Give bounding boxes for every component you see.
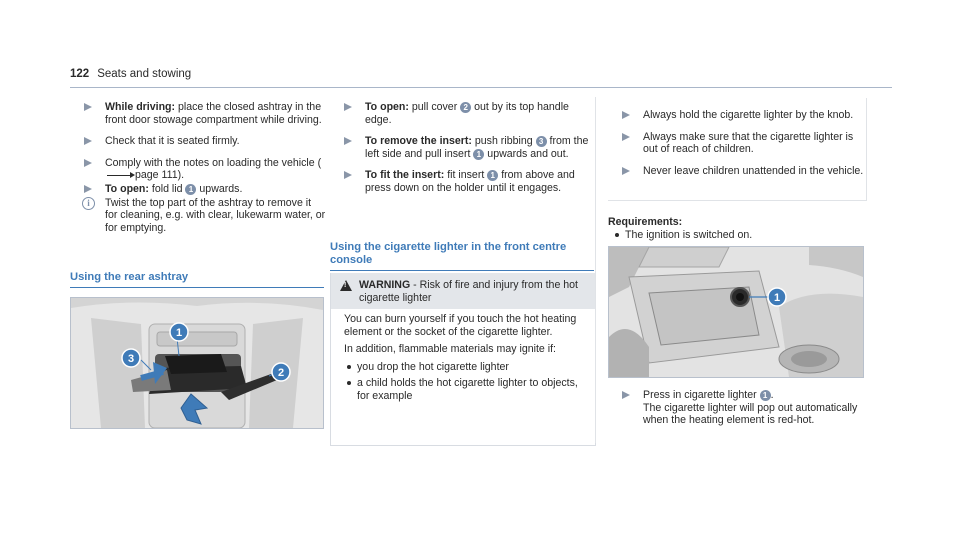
step-children-unattended: Never leave children unattended in the vehicle. (608, 165, 864, 178)
info-icon: i (82, 197, 95, 210)
step-hold-knob: Always hold the cigarette lighter by the knob. (608, 109, 864, 122)
step-open-cover: To open: pull cover 2 out by its top handle edge. (330, 101, 594, 126)
page-reference-link[interactable]: page 111 (135, 169, 178, 182)
column-3 (608, 109, 864, 186)
column-1 (70, 101, 326, 234)
warning-bullet: you drop the hot cigarette lighter (344, 361, 587, 374)
svg-text:3: 3 (127, 353, 135, 365)
step-arrow-icon (622, 111, 630, 119)
step-arrow-icon (84, 185, 92, 193)
step-loading-notes: Comply with the notes on loading the vehicle (page 111). (70, 157, 326, 182)
header-rule (70, 87, 892, 88)
warning-label: WARNING (359, 279, 411, 291)
step-arrow-icon (344, 137, 352, 145)
step-fit-insert: To fit the insert: fit insert 1 from above and press down on the holder until it engages. (330, 169, 594, 194)
step-press-lighter: Press in cigarette lighter 1 . The cigarette lighter will pop out automatically when the heating element is red-hot. (608, 389, 864, 427)
page-ref-arrow-icon (107, 175, 133, 176)
requirement-item: The ignition is switched on. (612, 229, 960, 242)
step-check-seated: Check that it is seated firmly. (70, 135, 326, 148)
callout-badge: 1 (487, 170, 498, 181)
requirements-label: Requirements: (608, 216, 683, 228)
step-arrow-icon (622, 133, 630, 141)
step-arrow-icon (344, 171, 352, 179)
warning-title: - Risk of fire and injury from the hot cigarette lighter (359, 279, 579, 304)
warning-header: ! WARNING - Risk of fire and injury from the hot cigarette lighter (331, 273, 595, 309)
callout-badge: 1 (473, 149, 484, 160)
callout-badge: 1 (760, 390, 771, 401)
warning-bullet: a child holds the hot cigarette lighter to objects, for example (344, 377, 587, 402)
step-arrow-icon (84, 159, 92, 167)
step-press-lighter-wrap (608, 389, 864, 436)
callout-badge: 3 (536, 136, 547, 147)
step-arrow-icon (622, 391, 630, 399)
step-arrow-icon (84, 103, 92, 111)
callout-badge: 2 (460, 102, 471, 113)
warning-body (331, 309, 595, 403)
warning-box (330, 273, 596, 446)
step-arrow-icon (84, 137, 92, 145)
callout-badge: 1 (185, 184, 196, 195)
section-name: Seats and stowing (97, 68, 192, 80)
section-title-cigarette-lighter: Using the cigarette lighter in the front centre console (330, 241, 567, 266)
warning-paragraph: You can burn yourself if you touch the hot heating element or the socket of the cigarette lighter. (344, 313, 577, 338)
section-rule (330, 270, 594, 271)
rear-ashtray-illustration (71, 298, 323, 428)
warning-paragraph: In addition, flammable materials may ignite if: (344, 343, 556, 356)
section-rule (70, 287, 324, 288)
svg-text:1: 1 (175, 327, 183, 339)
figure-cigarette-lighter (608, 246, 864, 378)
info-note: i Twist the top part of the ashtray to remove it for cleaning, e.g. with clear, lukewarm water, or for emptying. (70, 197, 326, 235)
cigarette-lighter-illustration (609, 247, 863, 377)
step-open-lid: To open: fold lid 1 upwards. (70, 183, 326, 196)
svg-text:2: 2 (277, 367, 285, 379)
column-2 (330, 101, 594, 204)
step-while-driving: While driving: place the closed ashtray in the front door stowage compartment while driving. (70, 101, 326, 126)
column-divider (595, 97, 596, 443)
page-header (70, 68, 191, 81)
step-out-of-reach: Always make sure that the cigarette lighter is out of reach of children. (608, 131, 864, 156)
step-remove-insert: To remove the insert: push ribbing 3 from the left side and pull insert 1 upwards and out. (330, 135, 594, 160)
figure-rear-ashtray (70, 297, 324, 429)
section-title-rear-ashtray: Using the rear ashtray (70, 271, 189, 283)
svg-text:1: 1 (773, 292, 781, 304)
step-arrow-icon (344, 103, 352, 111)
page-number: 122 (70, 68, 90, 80)
step-arrow-icon (622, 167, 630, 175)
